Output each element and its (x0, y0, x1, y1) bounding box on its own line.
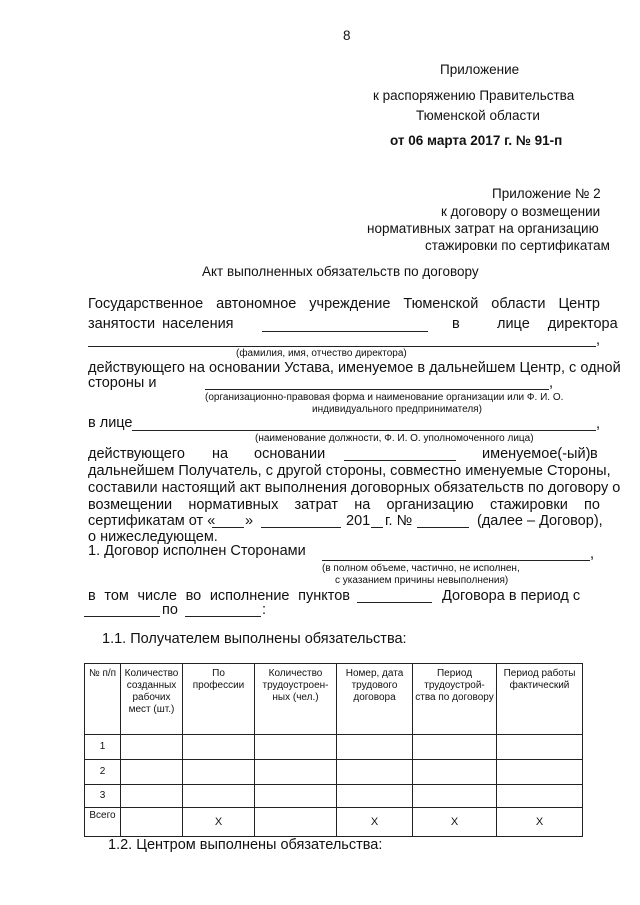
table-row (85, 760, 583, 785)
col-header-number: № п/п (85, 664, 121, 735)
cert-b: » (245, 513, 254, 529)
col-header-contract: Номер, дата трудового договора (337, 664, 413, 735)
in-person-label: в лице (88, 415, 133, 431)
director-blank (262, 331, 428, 332)
incl-line: в том числе во исполнение пунктов (88, 588, 350, 604)
para1-line14: о нижеследующем. (88, 529, 218, 545)
col-header-period-actual: Период работы фактический (497, 664, 583, 735)
table-cell: Х (337, 808, 413, 837)
table-cell (337, 735, 413, 760)
col-header-jobs-created: Количество созданных рабочих мест (шт.) (121, 664, 183, 735)
table-cell: Х (497, 808, 583, 837)
table-cell: 2 (85, 760, 121, 785)
para1-line12: возмещении нормативных затрат на организацию стажировки по (88, 497, 600, 513)
appendix2-line4: стажировки по сертификатам (425, 238, 610, 253)
table-cell (183, 785, 255, 808)
note-fio: (фамилия, имя, отчество директора) (236, 348, 407, 359)
table-cell (255, 760, 337, 785)
comma: , (596, 332, 601, 348)
cert-c: 201 (346, 513, 371, 529)
item11-text: 1.1. Получателем выполнены обязательства: (102, 631, 407, 647)
para1-line10: дальнейшем Получатель, с другой стороны, совместно именуемые Стороны, (88, 463, 611, 479)
comma4: , (590, 546, 595, 562)
col-header-period-contract: Период трудоустрой-ства по договору (413, 664, 497, 735)
table-cell (497, 760, 583, 785)
day-blank (212, 527, 244, 528)
year-blank (371, 527, 383, 528)
appendix-region: Тюменской области (416, 108, 540, 123)
acting-d: именуемое(-ый) (482, 446, 591, 462)
appendix2-label: Приложение № 2 (492, 186, 601, 201)
organization-blank (205, 389, 549, 390)
performance-blank (322, 560, 590, 561)
table-cell (121, 785, 183, 808)
para1-line2-start: занятости населения (88, 316, 234, 332)
note-org-1: (организационно-правовая форма и наименование организации или Ф. И. О. (205, 392, 564, 403)
table-cell (255, 808, 337, 837)
obligations-table (84, 663, 583, 837)
period-to-blank (185, 616, 261, 617)
cert-d: г. № (385, 513, 413, 529)
para1-line5: стороны и (88, 375, 157, 391)
table-cell (121, 735, 183, 760)
note-performance-1: (в полном объеме, частично, не исполнен, (322, 563, 520, 574)
para1-line2-mid: в (452, 316, 460, 332)
position-blank (132, 430, 596, 431)
table-cell: Х (413, 808, 497, 837)
table-cell (255, 735, 337, 760)
document-title: Акт выполненных обязательств по договору (202, 264, 479, 279)
table-cell: Всего (85, 808, 121, 837)
table-cell (183, 760, 255, 785)
note-performance-2: с указанием причины невыполнения) (335, 575, 509, 586)
item12-text: 1.2. Центром выполнены обязательства: (108, 837, 383, 853)
acting-e: в (590, 446, 598, 462)
col-header-employed: Количество трудоустроен-ных (чел.) (255, 664, 337, 735)
item1-text: 1. Договор исполнен Сторонами (88, 543, 306, 559)
points-blank (357, 602, 432, 603)
appendix2-line2: к договору о возмещении (441, 204, 601, 219)
para1-line4: действующего на основании Устава, именуемое в дальнейшем Центр, с одной (88, 360, 621, 376)
appendix2-line3: нормативных затрат на организацию (367, 221, 599, 236)
note-org-2: индивидуального предпринимателя) (312, 404, 482, 415)
table-cell (255, 785, 337, 808)
para1-line2-end: лице директора (497, 316, 618, 332)
col-header-profession: По профессии (183, 664, 255, 735)
table-cell (121, 760, 183, 785)
appendix-date-number: от 06 марта 2017 г. № 91-п (390, 133, 563, 148)
acting-b: на (212, 446, 229, 462)
table-cell (497, 785, 583, 808)
table-header-row (85, 664, 583, 735)
cert-a: сертификатам от « (88, 513, 216, 529)
table-cell (497, 735, 583, 760)
table-cell (337, 785, 413, 808)
table-cell: 3 (85, 785, 121, 808)
table-cell (337, 760, 413, 785)
page-number: 8 (343, 28, 351, 43)
table-cell: 1 (85, 735, 121, 760)
colon: : (262, 602, 267, 618)
comma2: , (549, 375, 554, 391)
contract-number-blank (417, 527, 469, 528)
month-blank (261, 527, 341, 528)
para1-line11: составили настоящий акт выполнения договорных обязательств по договору о (88, 480, 621, 496)
appendix-label: Приложение (440, 62, 520, 77)
po-label: по (162, 602, 178, 618)
table-row (85, 735, 583, 760)
incl-end: Договора в период с (442, 588, 581, 604)
note-position: (наименование должности, Ф. И. О. уполномоченного лица) (255, 433, 534, 444)
comma3: , (596, 416, 601, 432)
acting-c: основании (254, 446, 326, 462)
table-cell (413, 785, 497, 808)
table-cell (413, 735, 497, 760)
acting-a: действующего (88, 446, 185, 462)
basis-blank (344, 460, 456, 461)
table-row-total (85, 808, 583, 837)
appendix-decree: к распоряжению Правительства (373, 88, 575, 103)
table-cell: Х (183, 808, 255, 837)
period-from-blank (84, 616, 160, 617)
table-cell (183, 735, 255, 760)
para1-line1: Государственное автономное учреждение Тюменской области Центр (88, 296, 600, 312)
fio-blank (88, 346, 596, 347)
table-cell (121, 808, 183, 837)
table-cell (413, 760, 497, 785)
cert-e: (далее – Договор), (477, 513, 603, 529)
table-row (85, 785, 583, 808)
